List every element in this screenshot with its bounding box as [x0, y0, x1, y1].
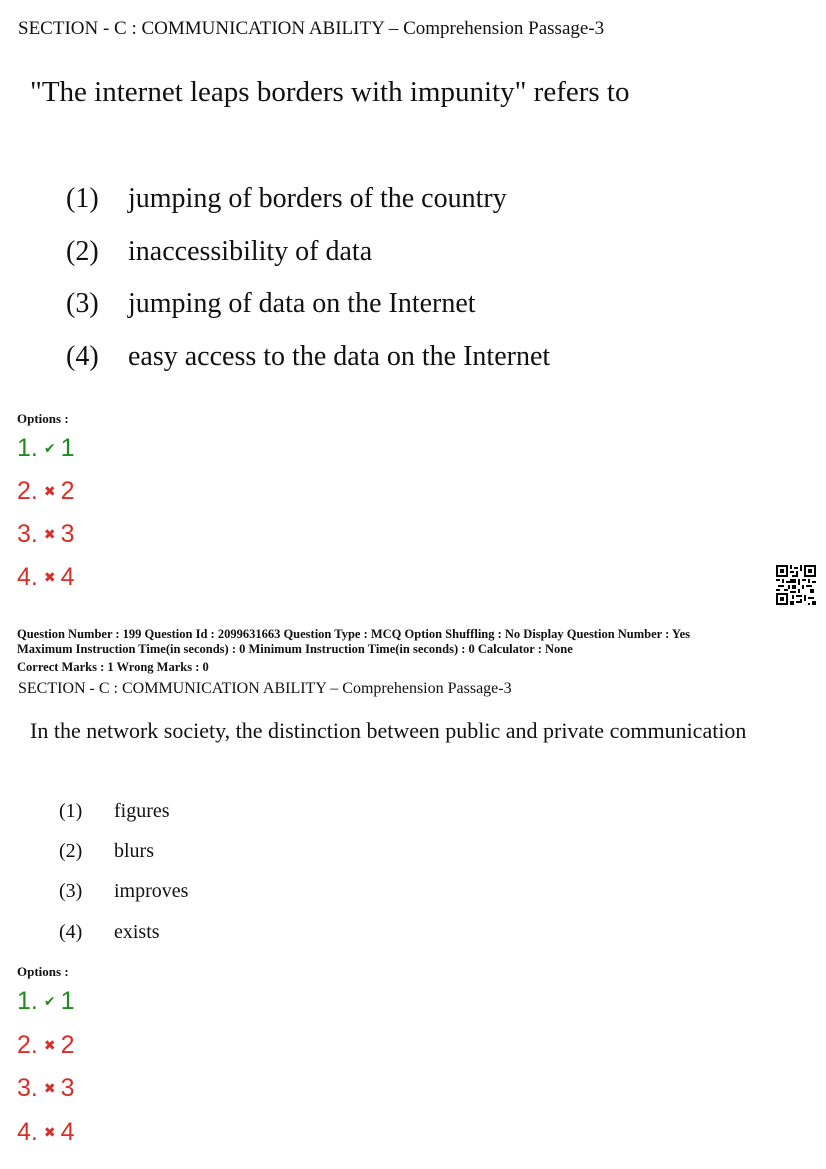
- section-heading: SECTION - C : COMMUNICATION ABILITY – Comprehension Passage-3: [18, 18, 605, 39]
- choice-1: [66, 183, 507, 215]
- choice-number: (2): [66, 236, 99, 267]
- choice-4: [66, 341, 550, 373]
- choice-text: blurs: [114, 840, 154, 862]
- choice-text: inaccessibility of data: [128, 236, 373, 267]
- cross-icon: ✖: [43, 1124, 56, 1140]
- choice-text: jumping of borders of the country: [128, 183, 507, 214]
- option-index: 1.: [17, 434, 38, 462]
- option-1: [17, 434, 75, 463]
- option-index: 2.: [17, 1031, 38, 1059]
- choice-2: [59, 840, 154, 863]
- option-value: 3: [60, 520, 75, 548]
- choice-number: (2): [59, 840, 83, 862]
- option-4: [17, 1118, 75, 1147]
- choice-text: improves: [114, 880, 189, 902]
- section-heading: SECTION - C : COMMUNICATION ABILITY – Comprehension Passage-3: [18, 680, 512, 697]
- cross-icon: ✖: [43, 483, 56, 499]
- option-value: 2: [60, 477, 75, 505]
- choice-text: figures: [114, 800, 170, 822]
- choice-1: [59, 800, 170, 823]
- choice-number: (1): [66, 183, 99, 214]
- choice-3: [66, 288, 476, 320]
- options-label: Options :: [17, 411, 69, 426]
- option-3: [17, 1074, 75, 1103]
- cross-icon: ✖: [43, 1080, 56, 1096]
- choice-number: (4): [66, 341, 99, 372]
- option-index: 4.: [17, 1118, 38, 1146]
- option-value: 1: [60, 987, 75, 1015]
- option-value: 4: [60, 563, 75, 591]
- qr-code-icon: [776, 565, 816, 605]
- question-meta-line-1: Question Number : 199 Question Id : 2099631663 Question Type : MCQ Option Shuffling : No Display Question Number : Yes: [17, 627, 690, 641]
- option-index: 4.: [17, 563, 38, 591]
- choice-4: [59, 921, 160, 944]
- option-value: 3: [60, 1074, 75, 1102]
- question-text: "The internet leaps borders with impunity" refers to: [30, 76, 630, 108]
- question-text: In the network society, the distinction between public and private communication: [30, 718, 747, 743]
- option-index: 1.: [17, 987, 38, 1015]
- option-3: [17, 520, 75, 549]
- choice-number: (3): [59, 880, 83, 902]
- choice-number: (1): [59, 800, 83, 822]
- options-label: Options :: [17, 964, 69, 979]
- option-2: [17, 1031, 75, 1060]
- cross-icon: ✖: [43, 526, 56, 542]
- choice-text: exists: [114, 921, 160, 943]
- cross-icon: ✖: [43, 569, 56, 585]
- choice-3: [59, 880, 188, 903]
- option-value: 4: [60, 1118, 75, 1146]
- check-icon: ✔: [43, 440, 56, 456]
- option-value: 2: [60, 1031, 75, 1059]
- option-index: 2.: [17, 477, 38, 505]
- cross-icon: ✖: [43, 1037, 56, 1053]
- option-index: 3.: [17, 1074, 38, 1102]
- choice-text: easy access to the data on the Internet: [128, 341, 551, 372]
- option-index: 3.: [17, 520, 38, 548]
- question-meta-line-3: Correct Marks : 1 Wrong Marks : 0: [17, 660, 209, 674]
- option-1: [17, 987, 75, 1016]
- question-meta-line-2: Maximum Instruction Time(in seconds) : 0 Minimum Instruction Time(in seconds) : 0 Calculator : None: [17, 642, 573, 656]
- choice-2: [66, 236, 372, 268]
- check-icon: ✔: [43, 993, 56, 1009]
- choice-number: (3): [66, 288, 99, 319]
- option-4: [17, 563, 75, 592]
- choice-text: jumping of data on the Internet: [128, 288, 476, 319]
- option-value: 1: [60, 434, 75, 462]
- option-2: [17, 477, 75, 506]
- choice-number: (4): [59, 921, 83, 943]
